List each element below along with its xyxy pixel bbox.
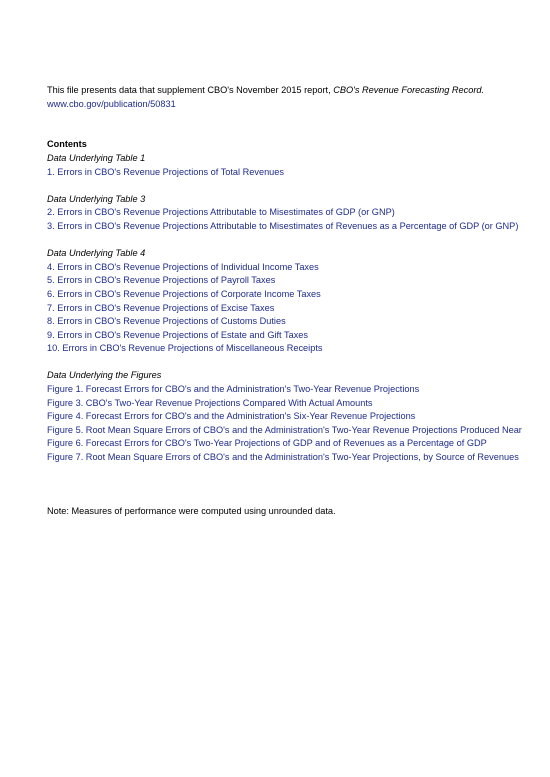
contents-item	[47, 274, 550, 288]
contents-link[interactable]: Figure 3. CBO's Two-Year Revenue Projections Compared With Actual Amounts	[47, 397, 373, 408]
contents-link[interactable]: 10. Errors in CBO's Revenue Projections of Miscellaneous Receipts	[47, 343, 323, 354]
contents-item	[47, 451, 550, 465]
contents-item	[47, 410, 550, 424]
section-label: Data Underlying Table 3	[47, 193, 146, 204]
contents-item	[47, 437, 550, 451]
contents-link[interactable]: Figure 6. Forecast Errors for CBO's Two-Year Projections of GDP and of Revenues as a Percentage of GDP	[47, 438, 487, 449]
intro-text: This file presents data that supplement CBO's November 2015 report,	[47, 85, 334, 95]
contents-item	[47, 206, 550, 220]
contents-list	[47, 152, 550, 465]
contents-link[interactable]: Figure 1. Forecast Errors for CBO's and the Administration's Two-Year Revenue Projections	[47, 384, 420, 395]
section-label: Data Underlying the Figures	[47, 370, 162, 381]
contents-link[interactable]: 1. Errors in CBO's Revenue Projections of Total Revenues	[47, 166, 284, 177]
contents-item	[47, 424, 550, 438]
contents-item	[47, 329, 550, 343]
publication-link[interactable]: www.cbo.gov/publication/50831	[47, 98, 176, 109]
contents-item	[47, 383, 550, 397]
contents-link[interactable]: 8. Errors in CBO's Revenue Projections of Customs Duties	[47, 316, 286, 327]
section-label: Data Underlying Table 4	[47, 248, 146, 259]
contents-item	[47, 220, 550, 234]
intro-line	[47, 84, 550, 98]
contents-item	[47, 288, 550, 302]
contents-link[interactable]: 9. Errors in CBO's Revenue Projections of Estate and Gift Taxes	[47, 329, 308, 340]
publication-link-line	[47, 98, 550, 112]
contents-link[interactable]: Figure 4. Forecast Errors for CBO's and the Administration's Six-Year Revenue Projections	[47, 411, 416, 422]
note-text: Note: Measures of performance were computed using unrounded data.	[47, 506, 336, 517]
contents-link[interactable]: 7. Errors in CBO's Revenue Projections of Excise Taxes	[47, 302, 275, 313]
contents-link[interactable]: 2. Errors in CBO's Revenue Projections Attributable to Misestimates of GDP (or GNP)	[47, 207, 395, 218]
contents-item	[47, 397, 550, 411]
contents-item	[47, 261, 550, 275]
section-label: Data Underlying Table 1	[47, 152, 146, 163]
contents-link[interactable]: 4. Errors in CBO's Revenue Projections of Individual Income Taxes	[47, 261, 319, 272]
contents-item	[47, 302, 550, 316]
contents-heading: Contents	[47, 139, 87, 150]
contents-link[interactable]: 5. Errors in CBO's Revenue Projections of Payroll Taxes	[47, 275, 276, 286]
report-title: CBO's Revenue Forecasting Record.	[333, 85, 485, 95]
contents-item	[47, 342, 550, 356]
contents-link[interactable]: Figure 7. Root Mean Square Errors of CBO's and the Administration's Two-Year Projections, by Source of Revenues	[47, 452, 519, 463]
contents-item	[47, 315, 550, 329]
contents-link[interactable]: 6. Errors in CBO's Revenue Projections of Corporate Income Taxes	[47, 288, 321, 299]
contents-link[interactable]: 3. Errors in CBO's Revenue Projections Attributable to Misestimates of Revenues as a Percentage of GDP (or GNP)	[47, 220, 519, 231]
contents-link[interactable]: Figure 5. Root Mean Square Errors of CBO's and the Administration's Two-Year Revenue Projections Produced Near	[47, 424, 522, 435]
document-page	[47, 84, 550, 519]
contents-item	[47, 166, 550, 180]
